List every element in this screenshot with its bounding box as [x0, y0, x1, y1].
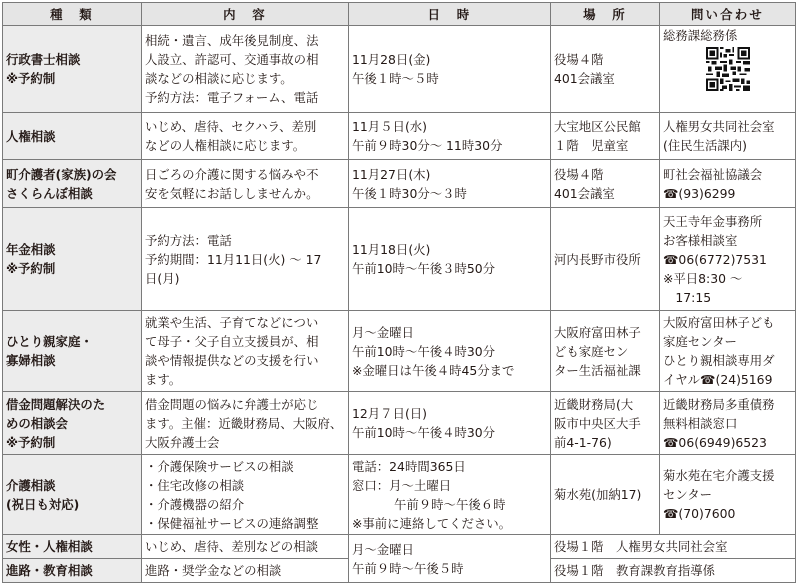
content-cell: 借金問題の悩みに弁護士が応じ ます。主催：近畿財務局、大阪府、 大阪弁護士会 [142, 392, 349, 455]
contact-cell: 総務課総務係 [660, 26, 796, 113]
content-cell: 相続・遺言、成年後見制度、法 人設立、許認可、交通事故の相 談などの相談に応じます。 予約方法：電子フォーム、電話 [142, 26, 349, 113]
category-cell: 進路・教育相談 [3, 559, 142, 583]
header-row [3, 3, 796, 26]
header-datetime: 日 時 [349, 3, 551, 26]
table-row [3, 208, 796, 311]
place-cell: 河内長野市役所 [551, 208, 660, 311]
content-cell: 進路・奨学金などの相談 [142, 559, 349, 583]
place-cell: 役場４階 401会議室 [551, 26, 660, 113]
place-contact-cell: 役場１階 人権男女共同社会室 [551, 535, 796, 559]
contact-cell: 菊水苑在宅介護支援 センター ☎(70)7600 [660, 455, 796, 535]
category-cell: 行政書士相談 ※予約制 [3, 26, 142, 113]
table-row [3, 311, 796, 392]
table-row [3, 392, 796, 455]
datetime-cell: 11月28日(金) 午後１時〜５時 [349, 26, 551, 113]
content-cell: 予約方法：電話 予約期間：11月11日(火) 〜 17 日(月) [142, 208, 349, 311]
contact-cell: 町社会福祉協議会 ☎(93)6299 [660, 160, 796, 208]
content-cell: いじめ、虐待、差別などの相談 [142, 535, 349, 559]
place-cell: 大宝地区公民館 １階 児童室 [551, 113, 660, 160]
category-cell: 年金相談 ※予約制 [3, 208, 142, 311]
content-cell: ・介護保険サービスの相談 ・住宅改修の相談 ・介護機器の紹介 ・保健福祉サービスの連絡調整 [142, 455, 349, 535]
table-row [3, 535, 796, 559]
datetime-cell: 月〜金曜日 午前９時〜午後５時 [349, 535, 551, 583]
datetime-cell: 11月５日(水) 午前９時30分〜 11時30分 [349, 113, 551, 160]
content-cell: いじめ、虐待、セクハラ、差別 などの人権相談に応じます。 [142, 113, 349, 160]
category-cell: 女性・人権相談 [3, 535, 142, 559]
datetime-cell: 11月27日(木) 午後１時30分〜３時 [349, 160, 551, 208]
contact-cell: 大阪府富田林子ども 家庭センター ひとり親相談専用ダ イヤル☎(24)5169 [660, 311, 796, 392]
category-cell: 町介護者(家族)の会 さくらんぼ相談 [3, 160, 142, 208]
header-contact: 問い合わせ [660, 3, 796, 26]
table-row [3, 26, 796, 113]
category-cell: 人権相談 [3, 113, 142, 160]
category-cell: 借金問題解決のた めの相談会 ※予約制 [3, 392, 142, 455]
table-row [3, 160, 796, 208]
content-cell: 日ごろの介護に関する悩みや不 安を気軽にお話ししませんか。 [142, 160, 349, 208]
header-place: 場 所 [551, 3, 660, 26]
category-cell: ひとり親家庭・ 寡婦相談 [3, 311, 142, 392]
datetime-cell: 11月18日(火) 午前10時〜午後３時50分 [349, 208, 551, 311]
table-row [3, 455, 796, 535]
place-cell: 近畿財務局(大 阪市中央区大手 前4-1-76) [551, 392, 660, 455]
content-cell: 就業や生活、子育てなどについ て母子・父子自立支援員が、相 談や情報提供などの支援を行い ます。 [142, 311, 349, 392]
place-contact-cell: 役場１階 教育課教育指導係 [551, 559, 796, 583]
datetime-cell: 月〜金曜日 午前10時〜午後４時30分 ※金曜日は午後４時45分まで [349, 311, 551, 392]
place-cell: 役場４階 401会議室 [551, 160, 660, 208]
datetime-cell: 電話：24時間365日 窓口：月〜土曜日 午前９時〜午後６時 ※事前に連絡してください。 [349, 455, 551, 535]
header-content: 内 容 [142, 3, 349, 26]
category-cell: 介護相談 (祝日も対応) [3, 455, 142, 535]
qr-code-icon[interactable] [706, 47, 750, 91]
header-type: 種 類 [3, 3, 142, 26]
place-cell: 菊水苑(加納17) [551, 455, 660, 535]
datetime-cell: 12月７日(日) 午前10時〜午後４時30分 [349, 392, 551, 455]
contact-cell: 近畿財務局多重債務 無料相談窓口 ☎06(6949)6523 [660, 392, 796, 455]
contact-cell: 天王寺年金事務所 お客様相談室 ☎06(6772)7531 ※平日8:30 〜 17:15 [660, 208, 796, 311]
table-row [3, 113, 796, 160]
consultation-table [2, 2, 796, 583]
contact-cell: 人権男女共同社会室 (住民生活課内) [660, 113, 796, 160]
place-cell: 大阪府富田林子 ども家庭セン ター生活福祉課 [551, 311, 660, 392]
